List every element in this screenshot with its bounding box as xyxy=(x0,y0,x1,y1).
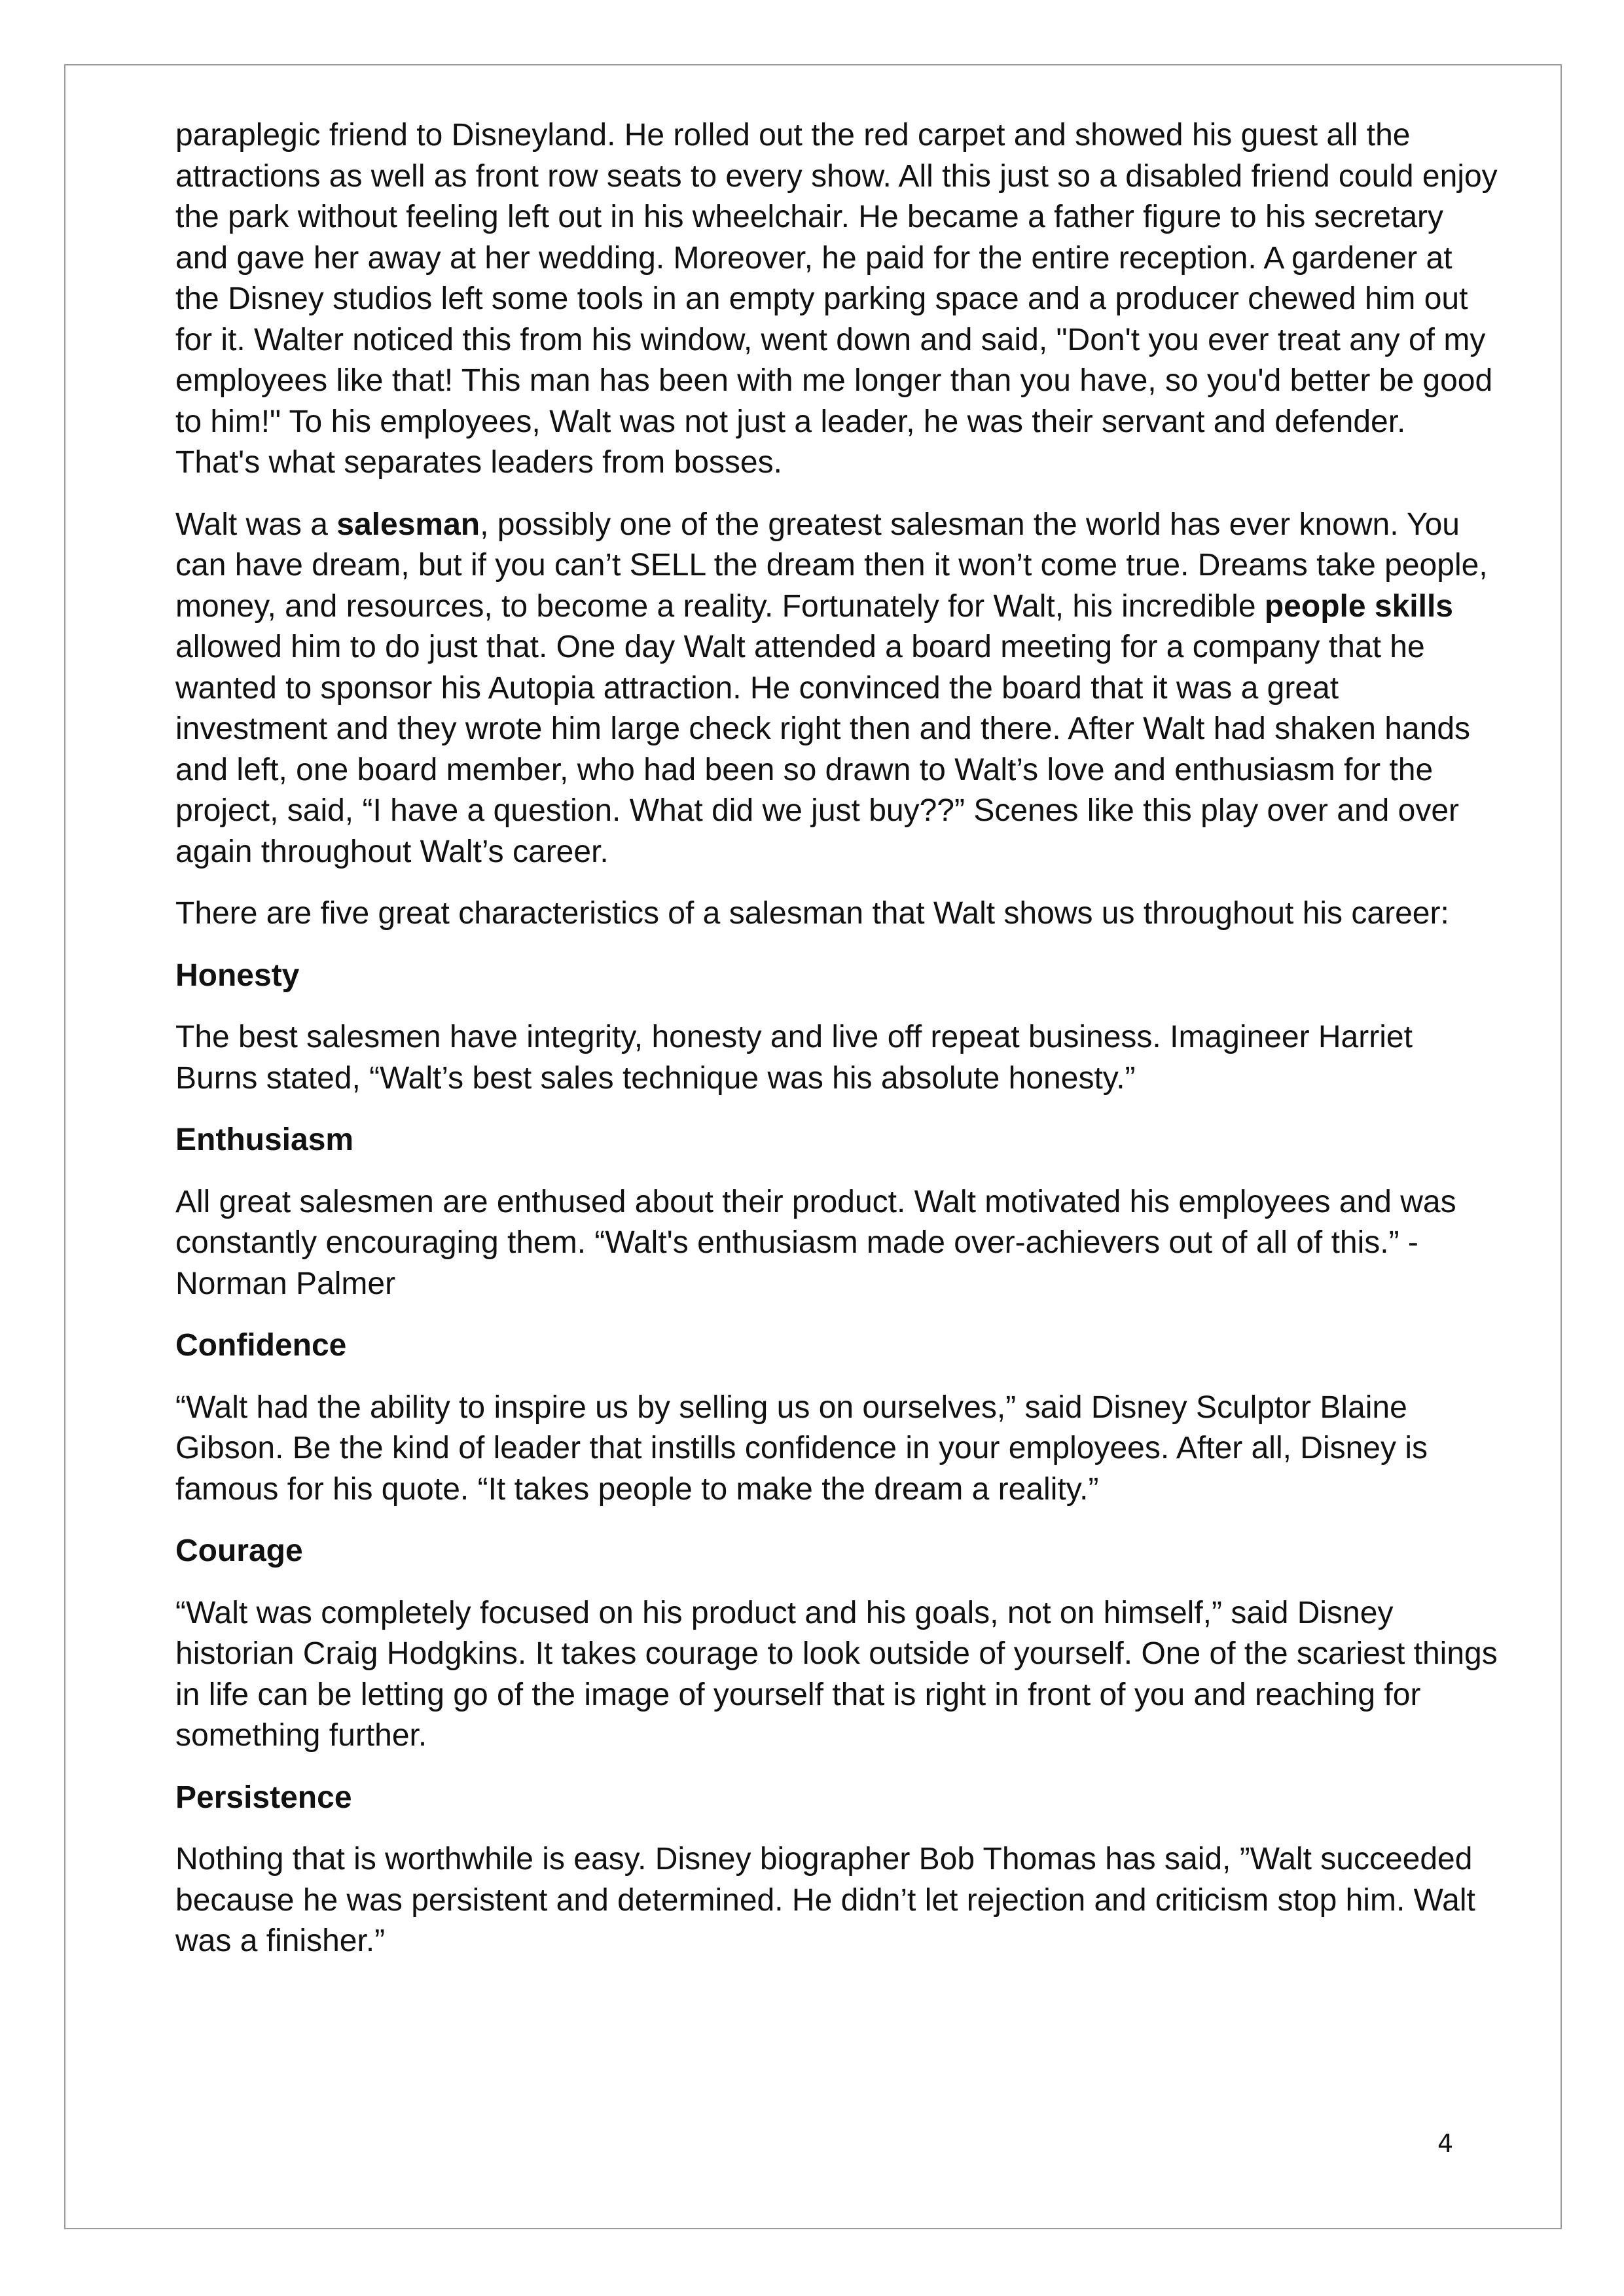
heading-confidence: Confidence xyxy=(175,1328,347,1363)
heading-courage: Courage xyxy=(175,1534,303,1568)
paragraph-confidence: “Walt had the ability to inspire us by selling us on ourselves,” said Disney Sculptor Blaine Gibson. Be the kind of leader that instills confidence in your employees. After all, Disney is famous for his quote. “It takes people to make the dream a reality.” xyxy=(175,1390,1428,1507)
heading-persistence: Persistence xyxy=(175,1780,352,1815)
heading-enthusiasm: Enthusiasm xyxy=(175,1122,354,1157)
people-skills-bold: people skills xyxy=(1264,588,1453,624)
paragraph-courage: “Walt was completely focused on his product and his goals, not on himself,” said Disney historian Craig Hodgkins. It takes courage to look outside of yourself. One of the scariest things in life can be letting go of the image of yourself that is right in front of you and reaching for something further. xyxy=(175,1595,1498,1753)
paragraph-enthusiasm: All great salesmen are enthused about their product. Walt motivated his employees and was constantly encouraging them. “Walt's enthusiasm made over-achievers out of all of this.” - Norman Palmer xyxy=(175,1184,1456,1301)
salesman-bold: salesman xyxy=(336,507,480,542)
document-body xyxy=(175,115,1498,1983)
paragraph-persistence: Nothing that is worthwhile is easy. Disney biographer Bob Thomas has said, ”Walt succeeded because he was persistent and determined. He didn’t let rejection and criticism stop him. Walt was a finisher.” xyxy=(175,1842,1475,1958)
paragraph-salesman-part-1: Walt was a xyxy=(175,507,337,542)
paragraph-honesty: The best salesmen have integrity, honesty and live off repeat business. Imagineer Harriet Burns stated, “Walt’s best sales technique was his absolute honesty.” xyxy=(175,1020,1413,1096)
paragraph-characteristics-intro: There are five great characteristics of a salesman that Walt shows us throughout his career: xyxy=(175,896,1449,931)
paragraph-salesman xyxy=(175,505,1498,873)
paragraph-leadership: paraplegic friend to Disneyland. He rolled out the red carpet and showed his guest all the attractions as well as front row seats to every show. All this just so a disabled friend could enjoy the park without feeling left out in his wheelchair. He became a father figure to his secretary and gave her away at her wedding. Moreover, he paid for the entire reception. A gardener at the Disney studios left some tools in an empty parking space and a producer chewed him out for it. Walter noticed this from his window, went down and said, "Don't you ever treat any of my employees like that! This man has been with me longer than you have, so you'd better be good to him!" To his employees, Walt was not just a leader, he was their servant and defender. That's what separates leaders from bosses. xyxy=(175,118,1498,480)
heading-honesty: Honesty xyxy=(175,958,300,993)
paragraph-salesman-part-3: allowed him to do just that. One day Walt attended a board meeting for a company that he wanted to sponsor his Autopia attraction. He convinced the board that it was a great investment and they wrote him large check right then and there. After Walt had shaken hands and left, one board member, who had been so drawn to Walt’s love and enthusiasm for the project, said, “I have a question. What did we just buy??” Scenes like this play over and over again throughout Walt’s career. xyxy=(175,630,1471,869)
paragraph-salesman-part-2: , possibly one of the greatest salesman the world has ever known. You can have dream, but if you can’t SELL the dream then it won’t come true. Dreams take people, money, and resources, to become a reality. Fortunately for Walt, his incredible xyxy=(175,507,1488,624)
page-number: 4 xyxy=(1437,2129,1454,2158)
